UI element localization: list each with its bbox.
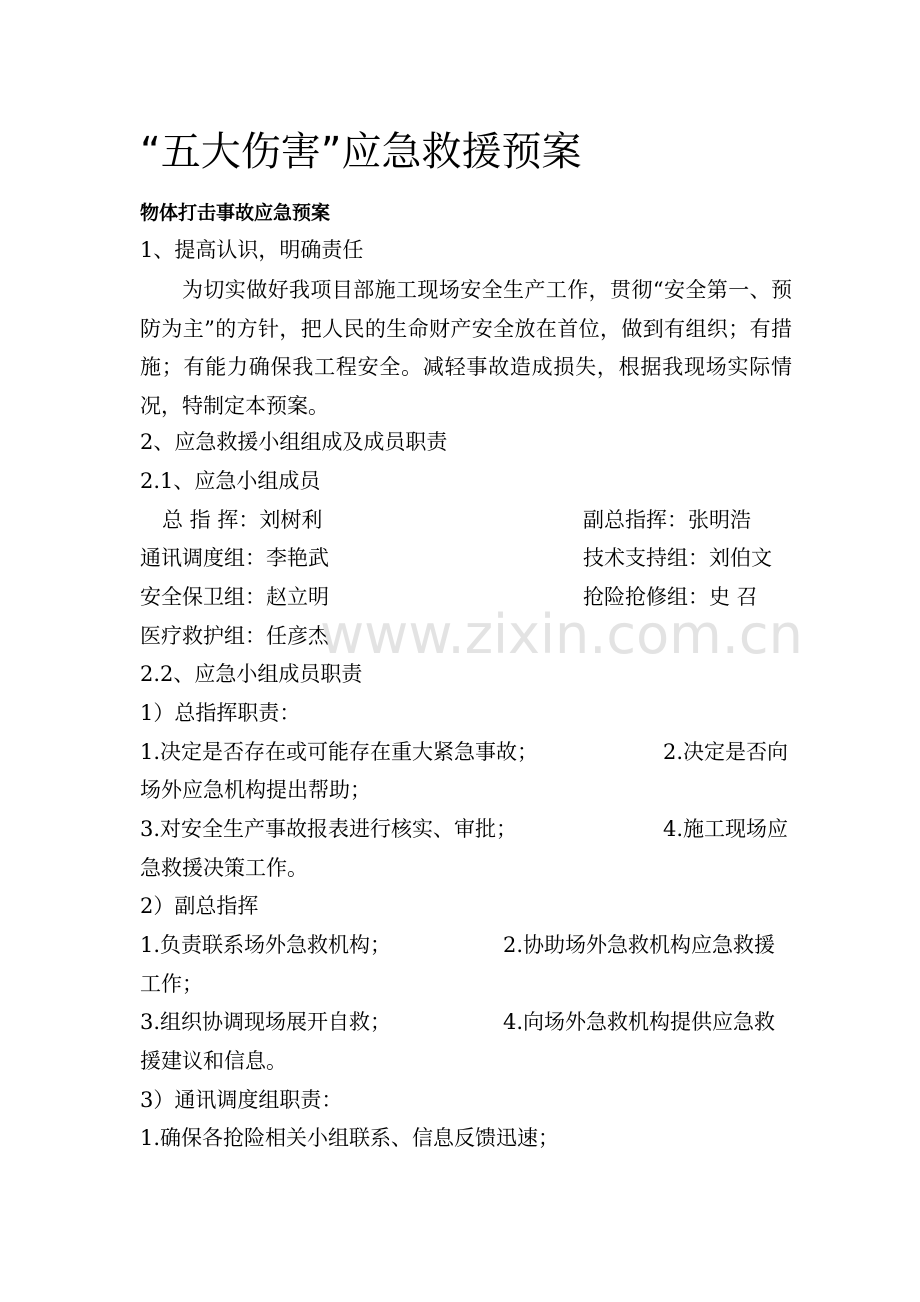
member-technical-group: 技术支持组：刘伯文 bbox=[583, 546, 772, 570]
member-security-group: 安全保卫组：赵立明 bbox=[140, 585, 329, 609]
duty-2-line-3-right: 4.向场外急救机构提供应急救 bbox=[503, 1010, 776, 1034]
duty-1-line-4: 急救援决策工作。 bbox=[140, 856, 308, 880]
duty-2-line-3-left: 3.组织协调现场展开自救； bbox=[140, 1010, 392, 1034]
document-title: “五大伤害”应急救援预案 bbox=[140, 129, 582, 175]
duty-1-heading: 1）总指挥职责： bbox=[140, 701, 301, 725]
duty-1-line-3-right: 4.施工现场应 bbox=[663, 817, 789, 841]
duty-2-line-2: 工作； bbox=[140, 972, 203, 996]
duty-2-line-1-right: 2.协助场外急救机构应急救援 bbox=[503, 933, 776, 957]
duty-2-heading: 2）副总指挥 bbox=[140, 894, 259, 918]
duty-2-line-4: 援建议和信息。 bbox=[140, 1049, 287, 1073]
item-2-1-heading: 2.1、应急小组成员 bbox=[140, 469, 321, 493]
member-communication-group: 通讯调度组：李艳武 bbox=[140, 546, 329, 570]
member-deputy-commander: 副总指挥：张明浩 bbox=[583, 508, 751, 532]
duty-2-line-1-left: 1.负责联系场外急救机构； bbox=[140, 933, 392, 957]
member-repair-group: 抢险抢修组：史 召 bbox=[583, 585, 758, 609]
intro-paragraph: 为切实做好我项目部施工现场安全生产工作，贯彻“安全第一、预防为主”的方针，把人民的生命财产安全放在首位，做到有组织；有措施；有能力确保我工程安全。减轻事故造成损失，根据我现场实际情况，特制定本预案。 bbox=[140, 278, 792, 418]
duty-1-line-1-left: 1.决定是否存在或可能存在重大紧急事故； bbox=[140, 740, 539, 764]
member-commander: 总 指 挥：刘树利 bbox=[162, 508, 323, 532]
duty-3-line-1: 1.确保各抢险相关小组联系、信息反馈迅速； bbox=[140, 1126, 560, 1150]
duty-1-line-2: 场外应急机构提出帮助； bbox=[140, 778, 371, 802]
item-2-2-heading: 2.2、应急小组成员职责 bbox=[140, 662, 363, 686]
section-heading: 物体打击事故应急预案 bbox=[140, 202, 331, 224]
item-2-heading: 2、应急救援小组组成及成员职责 bbox=[140, 430, 448, 454]
watermark: www.zixin.com.cn bbox=[320, 603, 803, 666]
duty-1-line-3-left: 3.对安全生产事故报表进行核实、审批； bbox=[140, 817, 518, 841]
member-medical-group: 医疗救护组：任彦杰 bbox=[140, 624, 329, 648]
duty-3-heading: 3）通讯调度组职责： bbox=[140, 1088, 343, 1112]
item-1-heading: 1、提高认识，明确责任 bbox=[140, 238, 364, 262]
duty-1-line-1-right: 2.决定是否向 bbox=[663, 740, 789, 764]
